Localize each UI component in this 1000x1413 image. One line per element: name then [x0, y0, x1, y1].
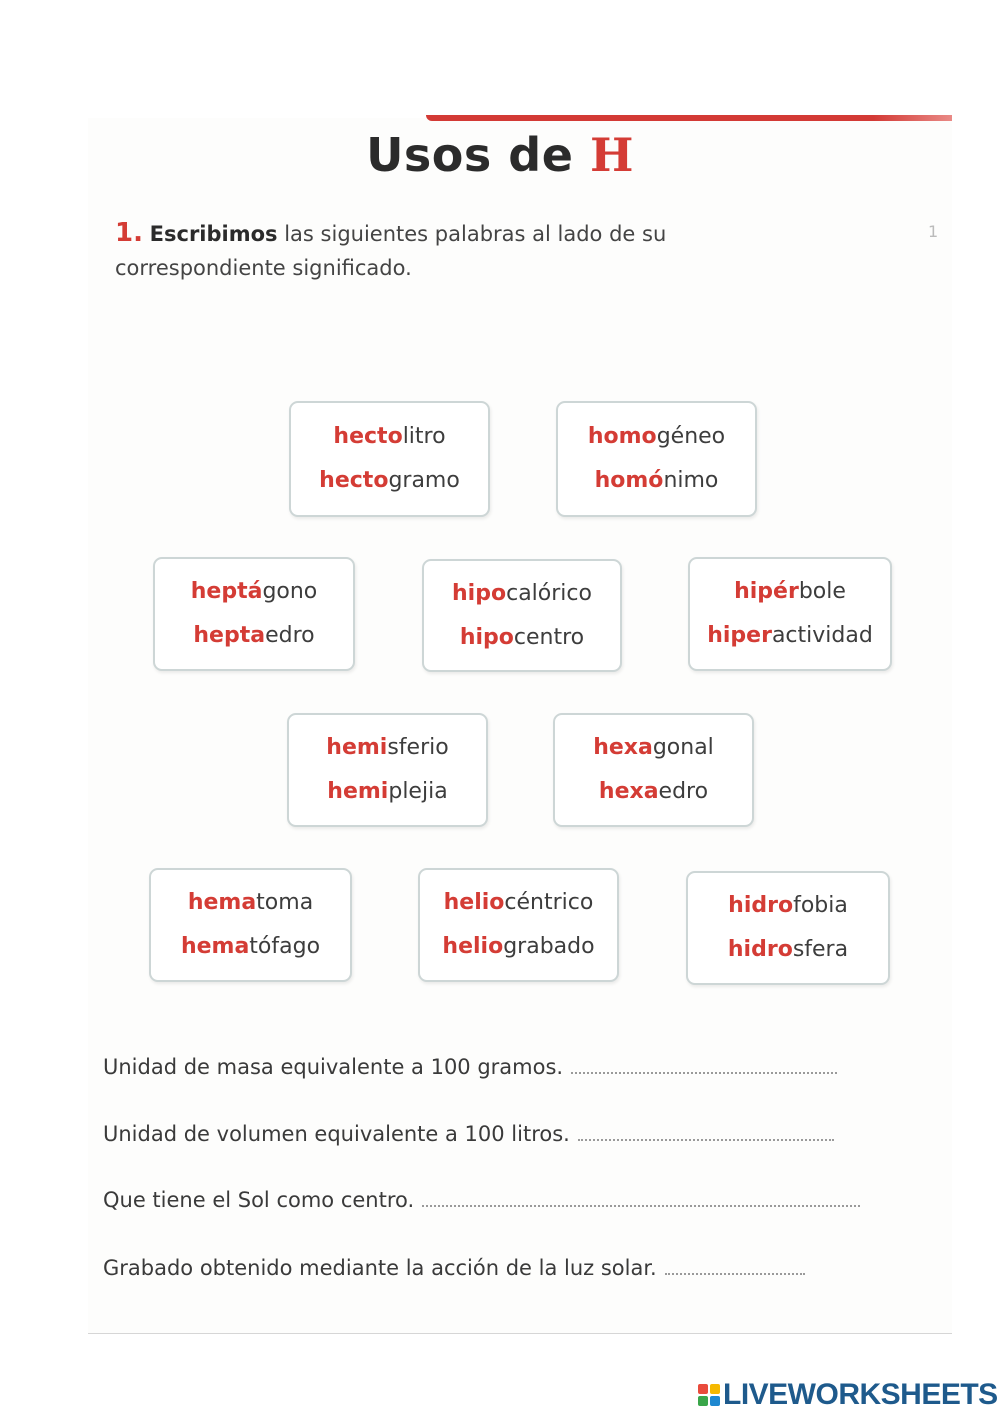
word-card	[418, 868, 619, 982]
word: hipérbole	[734, 579, 846, 604]
word: hectolitro	[333, 424, 446, 449]
word: heliograbado	[442, 934, 595, 959]
word: heptaedro	[193, 623, 315, 648]
instruction-verb: Escribimos	[149, 222, 278, 246]
answer-line[interactable]	[571, 1071, 837, 1074]
answer-line[interactable]	[578, 1138, 834, 1141]
word: hemisferio	[326, 735, 449, 760]
liveworksheets-logo	[698, 1378, 998, 1412]
answer-line[interactable]	[665, 1272, 805, 1275]
word-card	[556, 401, 757, 517]
word: hipocalórico	[452, 580, 592, 606]
word-card	[422, 559, 622, 672]
word-card	[686, 871, 890, 985]
word-card	[153, 557, 355, 671]
word: hidrofobia	[728, 893, 848, 918]
definition-row	[103, 1122, 834, 1146]
word: hectogramo	[319, 468, 460, 493]
word: homogéneo	[587, 424, 726, 449]
word: hiperactividad	[707, 623, 873, 648]
liveworksheets-icon	[698, 1384, 720, 1406]
definition-row	[103, 1055, 837, 1079]
word: heptágono	[190, 579, 318, 604]
definition-text: Unidad de volumen equivalente a 100 litros.	[103, 1122, 570, 1146]
instruction: 1. Escribimos las siguientes palabras al lado de su correspondiente significado.	[115, 218, 667, 280]
word: hexagonal	[593, 735, 714, 760]
word-card	[289, 401, 490, 517]
word: hematófago	[180, 934, 321, 959]
corner-mark: 1	[928, 222, 939, 241]
word: heliocéntrico	[443, 890, 594, 915]
word: hipocentro	[459, 624, 585, 650]
definition-row	[103, 1256, 805, 1280]
word: homónimo	[594, 468, 719, 493]
definition-row	[103, 1188, 860, 1212]
title-letter: H	[589, 128, 634, 182]
worksheet-page	[88, 118, 952, 1334]
definition-text: Que tiene el Sol como centro.	[103, 1188, 415, 1212]
definition-text: Unidad de masa equivalente a 100 gramos.	[103, 1055, 564, 1079]
word: hidrosfera	[727, 937, 849, 962]
header-rule	[426, 115, 952, 121]
footer-rule	[88, 1333, 952, 1334]
page-title: Usos de H	[366, 128, 634, 182]
word: hemiplejia	[327, 779, 448, 804]
word: hematoma	[187, 890, 314, 915]
word-card	[287, 713, 488, 827]
word-card	[553, 713, 754, 827]
exercise-number: 1.	[115, 218, 143, 248]
word: hexaedro	[598, 779, 709, 804]
definition-text: Grabado obtenido mediante la acción de la luz solar.	[103, 1256, 657, 1280]
word-card	[688, 557, 892, 671]
answer-line[interactable]	[422, 1204, 860, 1207]
word-card	[149, 868, 352, 982]
liveworksheets-wordmark: LIVEWORKSHEETS	[723, 1378, 998, 1411]
